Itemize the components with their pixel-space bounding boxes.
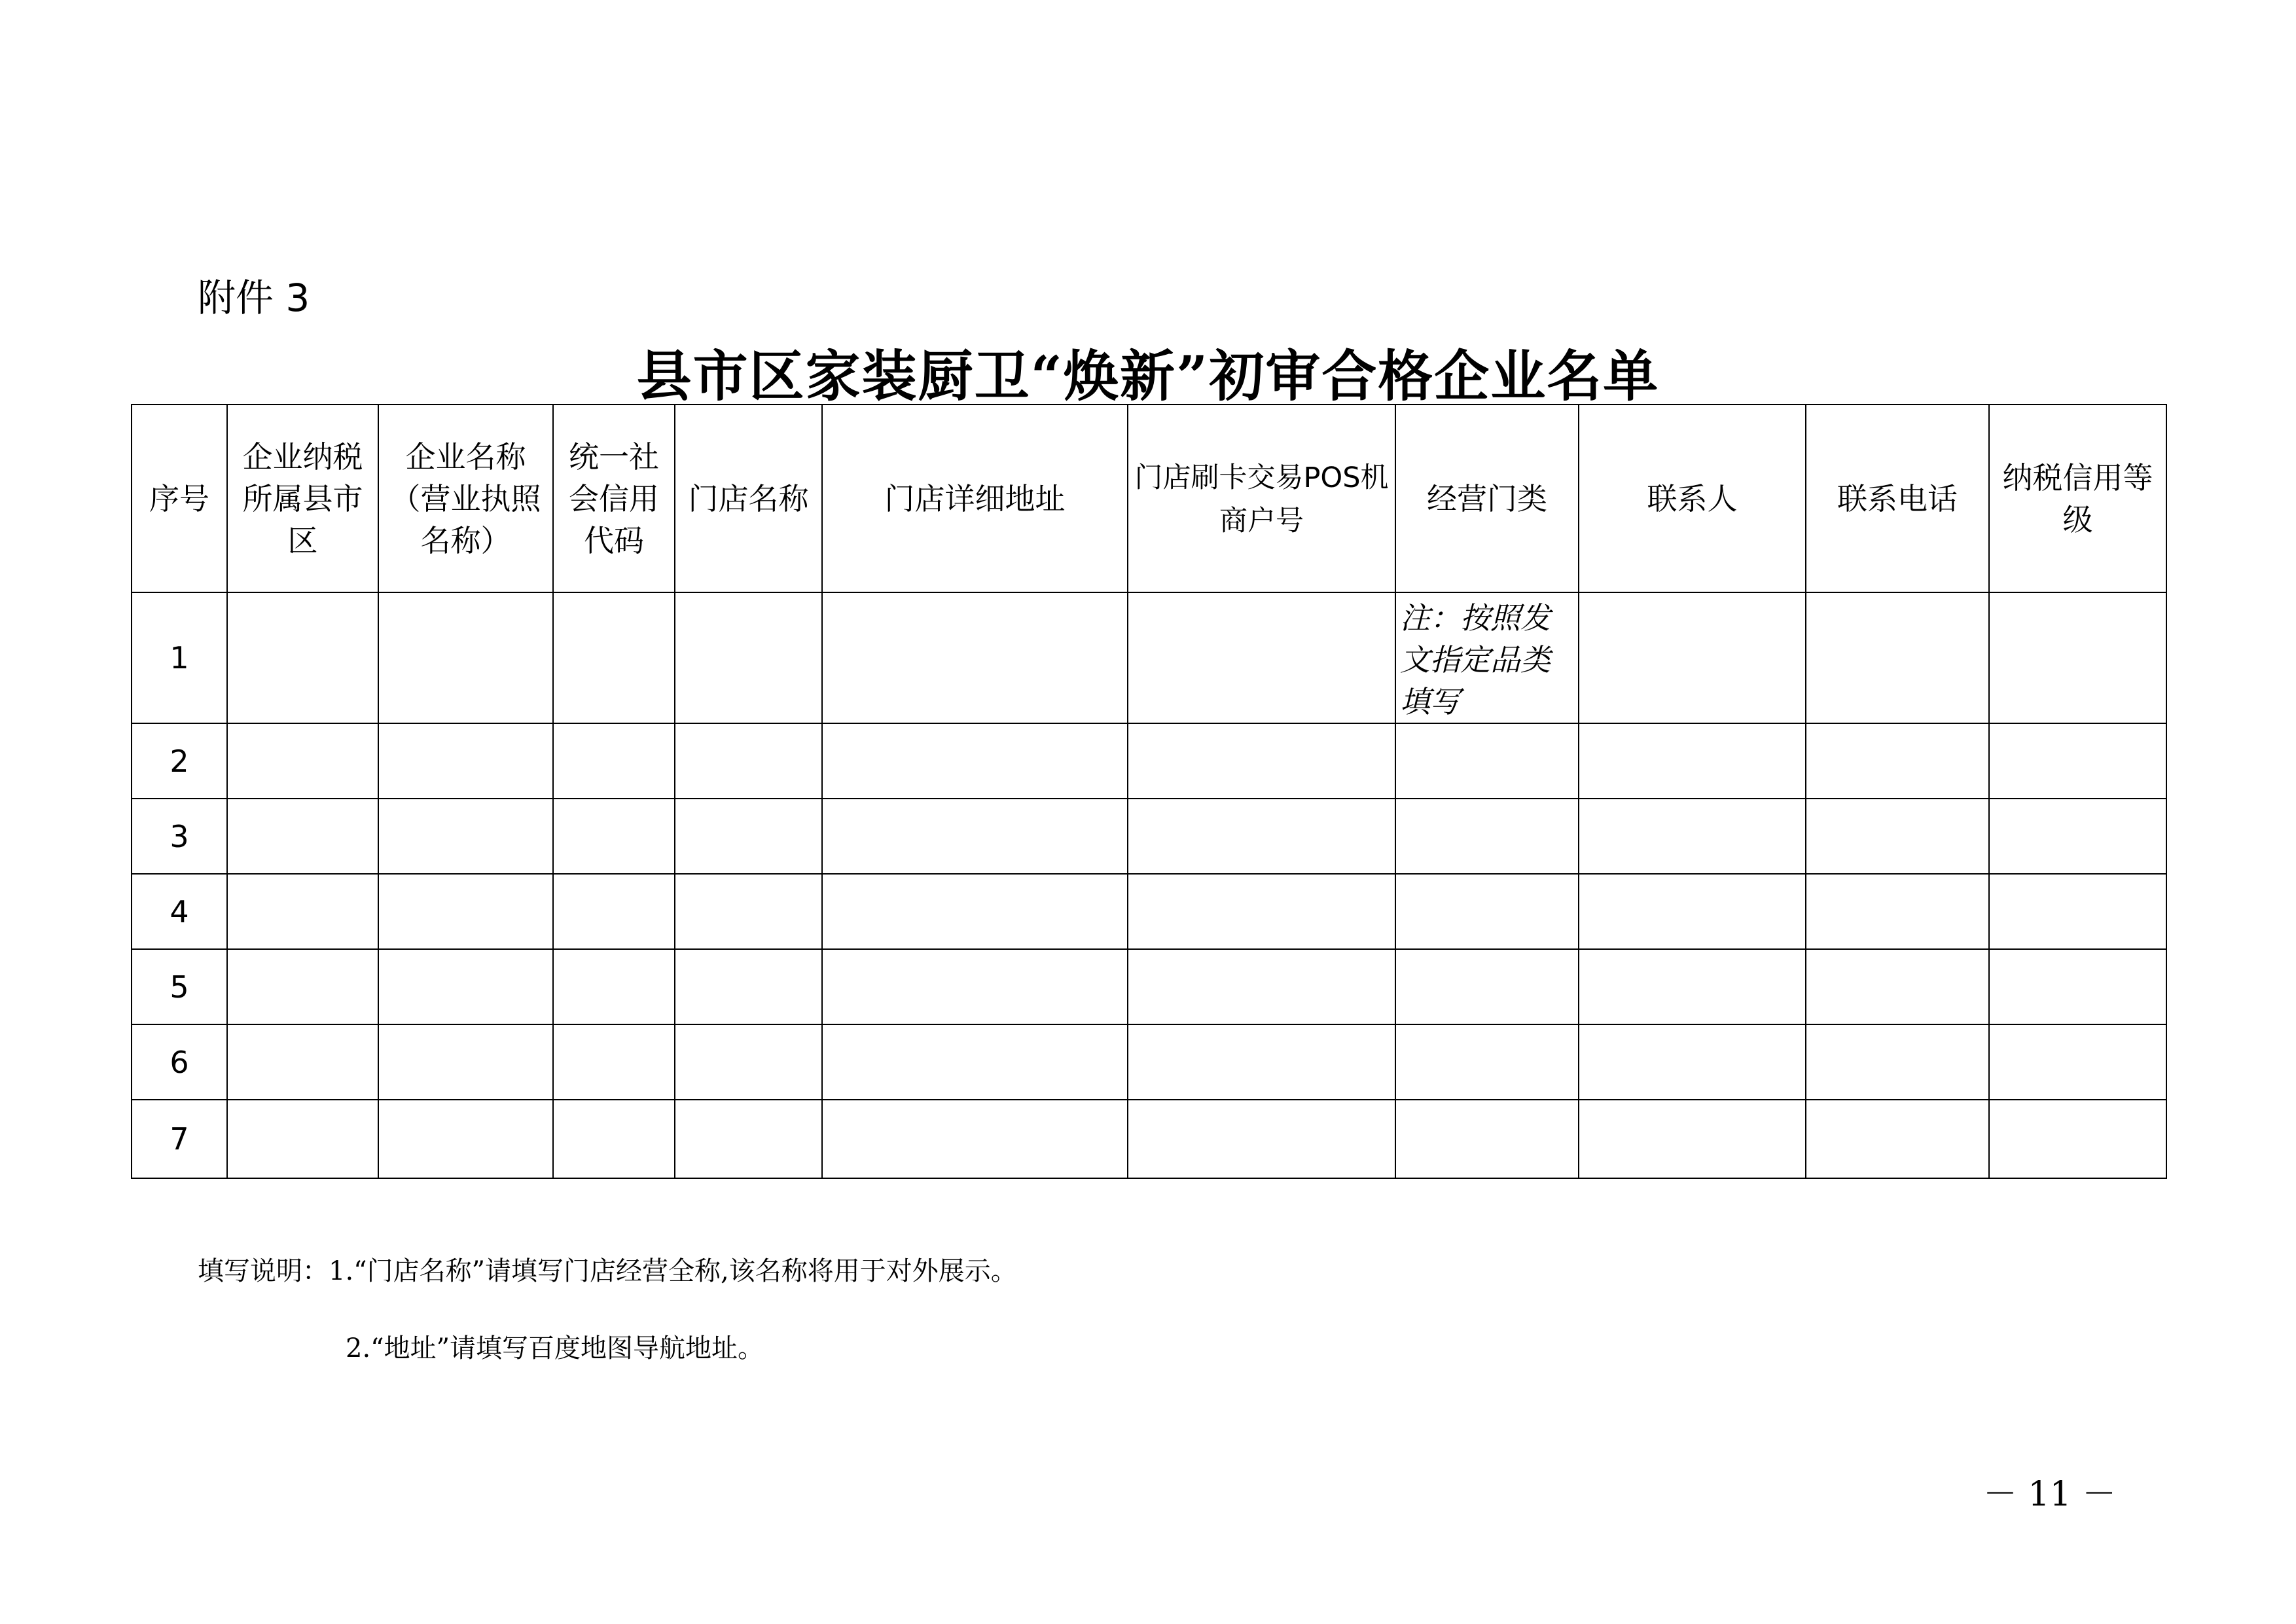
cell [1989,592,2166,723]
cell [1395,799,1579,874]
row-number: 3 [132,799,227,874]
cell [1579,799,1806,874]
col-header-category: 经营门类 [1395,405,1579,592]
cell [1806,799,1989,874]
cell [1806,874,1989,949]
cell [1128,799,1395,874]
cell [227,949,378,1024]
row-number: 2 [132,723,227,799]
cell [378,592,553,723]
instruction-line-2: 2.“地址”请填写百度地图导航地址。 [346,1333,764,1363]
col-header-store-address: 门店详细地址 [822,405,1128,592]
cell [1989,949,2166,1024]
col-header-credit-code: 统一社会信用代码 [553,405,675,592]
page-number: － 11 － [1983,1475,2117,1514]
cell [378,949,553,1024]
cell [822,723,1128,799]
document-title: 县市区家装厨卫“焕新”初审合格企业名单 [636,344,1660,408]
cell [675,592,822,723]
cell [227,1100,378,1178]
cell [378,874,553,949]
cell [1806,723,1989,799]
cell [1989,1100,2166,1178]
col-header-pos-merchant-id [1128,405,1395,592]
cell [1395,874,1579,949]
cell [1989,1024,2166,1100]
table-row [132,949,2166,1024]
row-number: 5 [132,949,227,1024]
cell [1806,949,1989,1024]
cell [822,1100,1128,1178]
col-header-phone: 联系电话 [1806,405,1989,592]
cell [553,874,675,949]
cell [675,723,822,799]
cell [1128,1024,1395,1100]
table-row [132,799,2166,874]
row-number: 7 [132,1100,227,1178]
cell [1989,874,2166,949]
cell [1806,1100,1989,1178]
cell [675,1024,822,1100]
cell [553,799,675,874]
cell [1806,592,1989,723]
cell [1395,1024,1579,1100]
cell [1579,874,1806,949]
attachment-label: 附件 3 [198,276,310,320]
cell [822,1024,1128,1100]
cell [822,874,1128,949]
table-row [132,874,2166,949]
cell [822,949,1128,1024]
cell [675,1100,822,1178]
cell [553,592,675,723]
instruction-line-1: 填写说明：1.“门店名称”请填写门店经营全称,该名称将用于对外展示。 [198,1256,1017,1286]
cell [227,874,378,949]
cell [227,799,378,874]
cell [1989,799,2166,874]
row-number: 1 [132,592,227,723]
cell [1128,723,1395,799]
cell [1989,723,2166,799]
pos-header-text: 门店刷卡交易POS机商户号 [1134,461,1389,537]
table-row [132,1100,2166,1178]
col-header-company-name: 企业名称（营业执照名称） [378,405,553,592]
cell [1579,592,1806,723]
cell [378,799,553,874]
row-number: 4 [132,874,227,949]
cell [1395,723,1579,799]
cell [1128,874,1395,949]
cell [675,799,822,874]
table-row [132,1024,2166,1100]
cell [378,1024,553,1100]
cell [227,592,378,723]
col-header-store-name: 门店名称 [675,405,822,592]
cell [553,949,675,1024]
col-header-tax-district: 企业纳税所属县市区 [227,405,378,592]
row-number: 6 [132,1024,227,1100]
cell [822,799,1128,874]
category-note: 注：按照发文指定品类填写 [1395,592,1579,723]
col-header-seq: 序号 [132,405,227,592]
cell [553,723,675,799]
table-row [132,592,2166,723]
cell [227,1024,378,1100]
cell [1395,1100,1579,1178]
fill-instructions [198,1250,1017,1363]
cell [1128,592,1395,723]
cell [1128,1100,1395,1178]
enterprise-list-table [131,404,2167,1179]
cell [227,723,378,799]
cell [675,949,822,1024]
col-header-contact: 联系人 [1579,405,1806,592]
cell [1579,949,1806,1024]
cell [675,874,822,949]
cell [553,1100,675,1178]
cell [1579,1024,1806,1100]
cell [1579,1100,1806,1178]
cell [1395,949,1579,1024]
table-header-row [132,405,2166,592]
cell [1806,1024,1989,1100]
cell [822,592,1128,723]
cell [1579,723,1806,799]
cell [1128,949,1395,1024]
table-row [132,723,2166,799]
cell [378,723,553,799]
col-header-tax-credit-level: 纳税信用等级 [1989,405,2166,592]
cell [378,1100,553,1178]
cell [553,1024,675,1100]
